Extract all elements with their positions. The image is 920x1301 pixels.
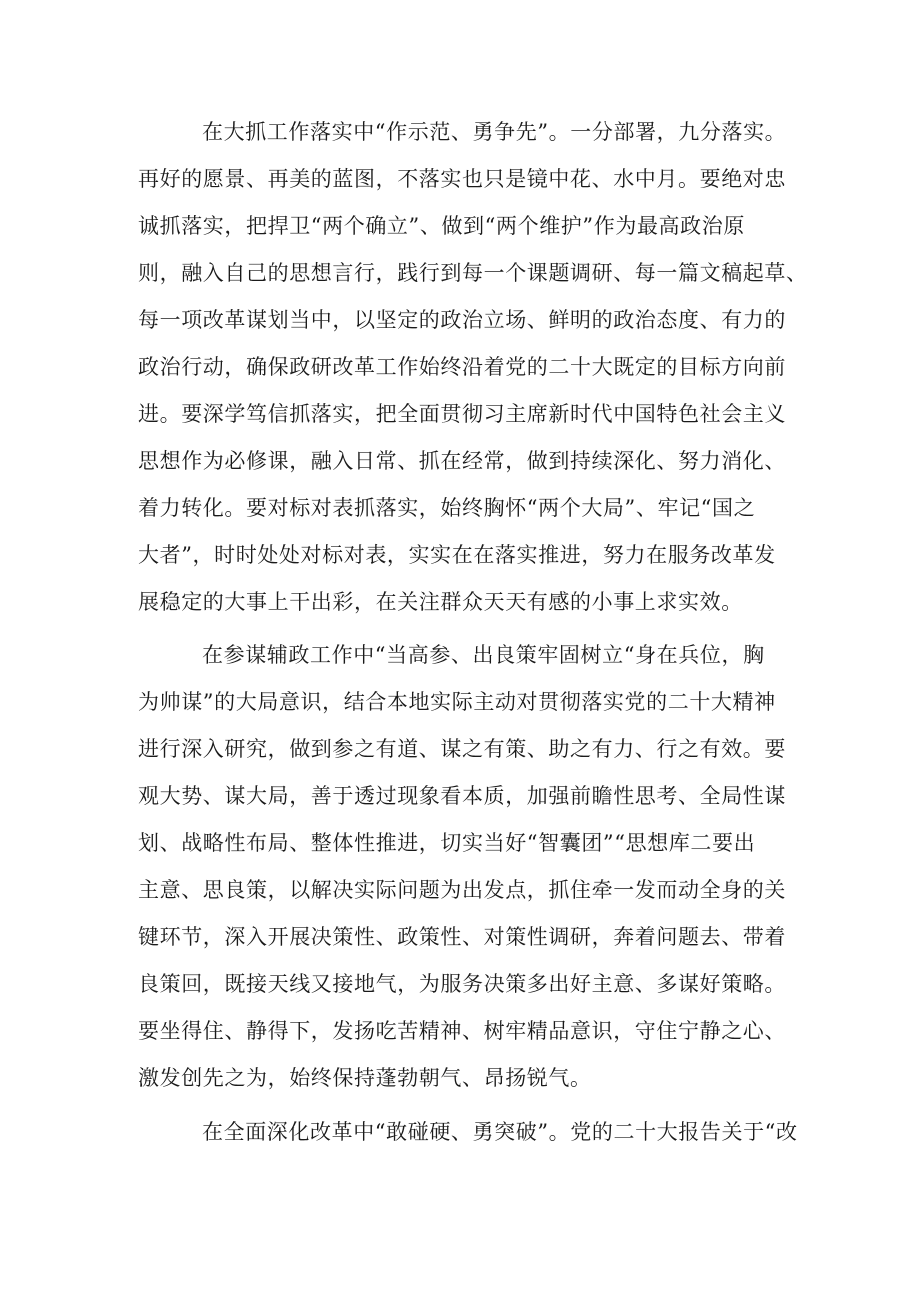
- paragraph-line: 观大势、谋大局，善于透过现象看本质，加强前瞻性思考、全局性谋: [138, 784, 786, 808]
- paragraph-line: 则，融入自己的思想言行，践行到每一个课题调研、每一篇文稿起草、: [138, 261, 808, 285]
- paragraph-line: 良策回，既接天线又接地气，为服务决策多出好主意、多谋好策略。: [138, 972, 786, 996]
- paragraph-line: 再好的愿景、再美的蓝图，不落实也只是镜中花、水中月。要绝对忠: [138, 167, 786, 191]
- paragraph-line: 在全面深化改革中“敢碰硬、勇突破”。党的二十大报告关于“改: [202, 1120, 798, 1144]
- paragraph-line: 进。要深学笃信抓落实，把全面贯彻习主席新时代中国特色社会主义: [138, 402, 786, 426]
- paragraph-line: 每一项改革谋划当中，以坚定的政治立场、鲜明的政治态度、有力的: [138, 308, 786, 332]
- paragraph-line: 政治行动，确保政研改革工作始终沿着党的二十大既定的目标方向前: [138, 355, 786, 379]
- paragraph-line: 键环节，深入开展决策性、政策性、对策性调研，奔着问题去、带着: [138, 925, 786, 949]
- paragraph-line: 着力转化。要对标对表抓落实，始终胸怀“两个大局”、牢记“国之: [138, 496, 756, 520]
- paragraph-line: 划、战略性布局、整体性推进，切实当好“智囊团”“思想库二要出: [138, 831, 756, 855]
- paragraph-line: 思想作为必修课，融入日常、抓在经常，做到持续深化、努力消化、: [138, 449, 786, 473]
- paragraph-line: 在参谋辅政工作中“当高参、出良策牢固树立“身在兵位，胸: [202, 643, 765, 667]
- paragraph-line: 在大抓工作落实中“作示范、勇争先”。一分部署，九分落实。: [202, 120, 787, 144]
- paragraph-line: 要坐得住、静得下，发扬吃苦精神、树牢精品意识，守住宁静之心、: [138, 1019, 786, 1043]
- paragraph-line: 为帅谋”的大局意识，结合本地实际主动对贯彻落实党的二十大精神: [138, 690, 776, 714]
- paragraph-line: 主意、思良策，以解决实际问题为出发点，抓住牵一发而动全身的关: [138, 878, 786, 902]
- paragraph-line: 诚抓落实，把捍卫“两个确立”、做到“两个维护”作为最高政治原: [138, 214, 745, 238]
- paragraph-line: 展稳定的大事上干出彩，在关注群众天天有感的小事上求实效。: [138, 590, 743, 614]
- paragraph-line: 激发创先之为，始终保持蓬勃朝气、昂扬锐气。: [138, 1066, 592, 1090]
- paragraph-line: 大者”，时时处处对标对表，实实在在落实推进，努力在服务改革发: [138, 543, 776, 567]
- paragraph-line: 进行深入研究，做到参之有道、谋之有策、助之有力、行之有效。要: [138, 737, 786, 761]
